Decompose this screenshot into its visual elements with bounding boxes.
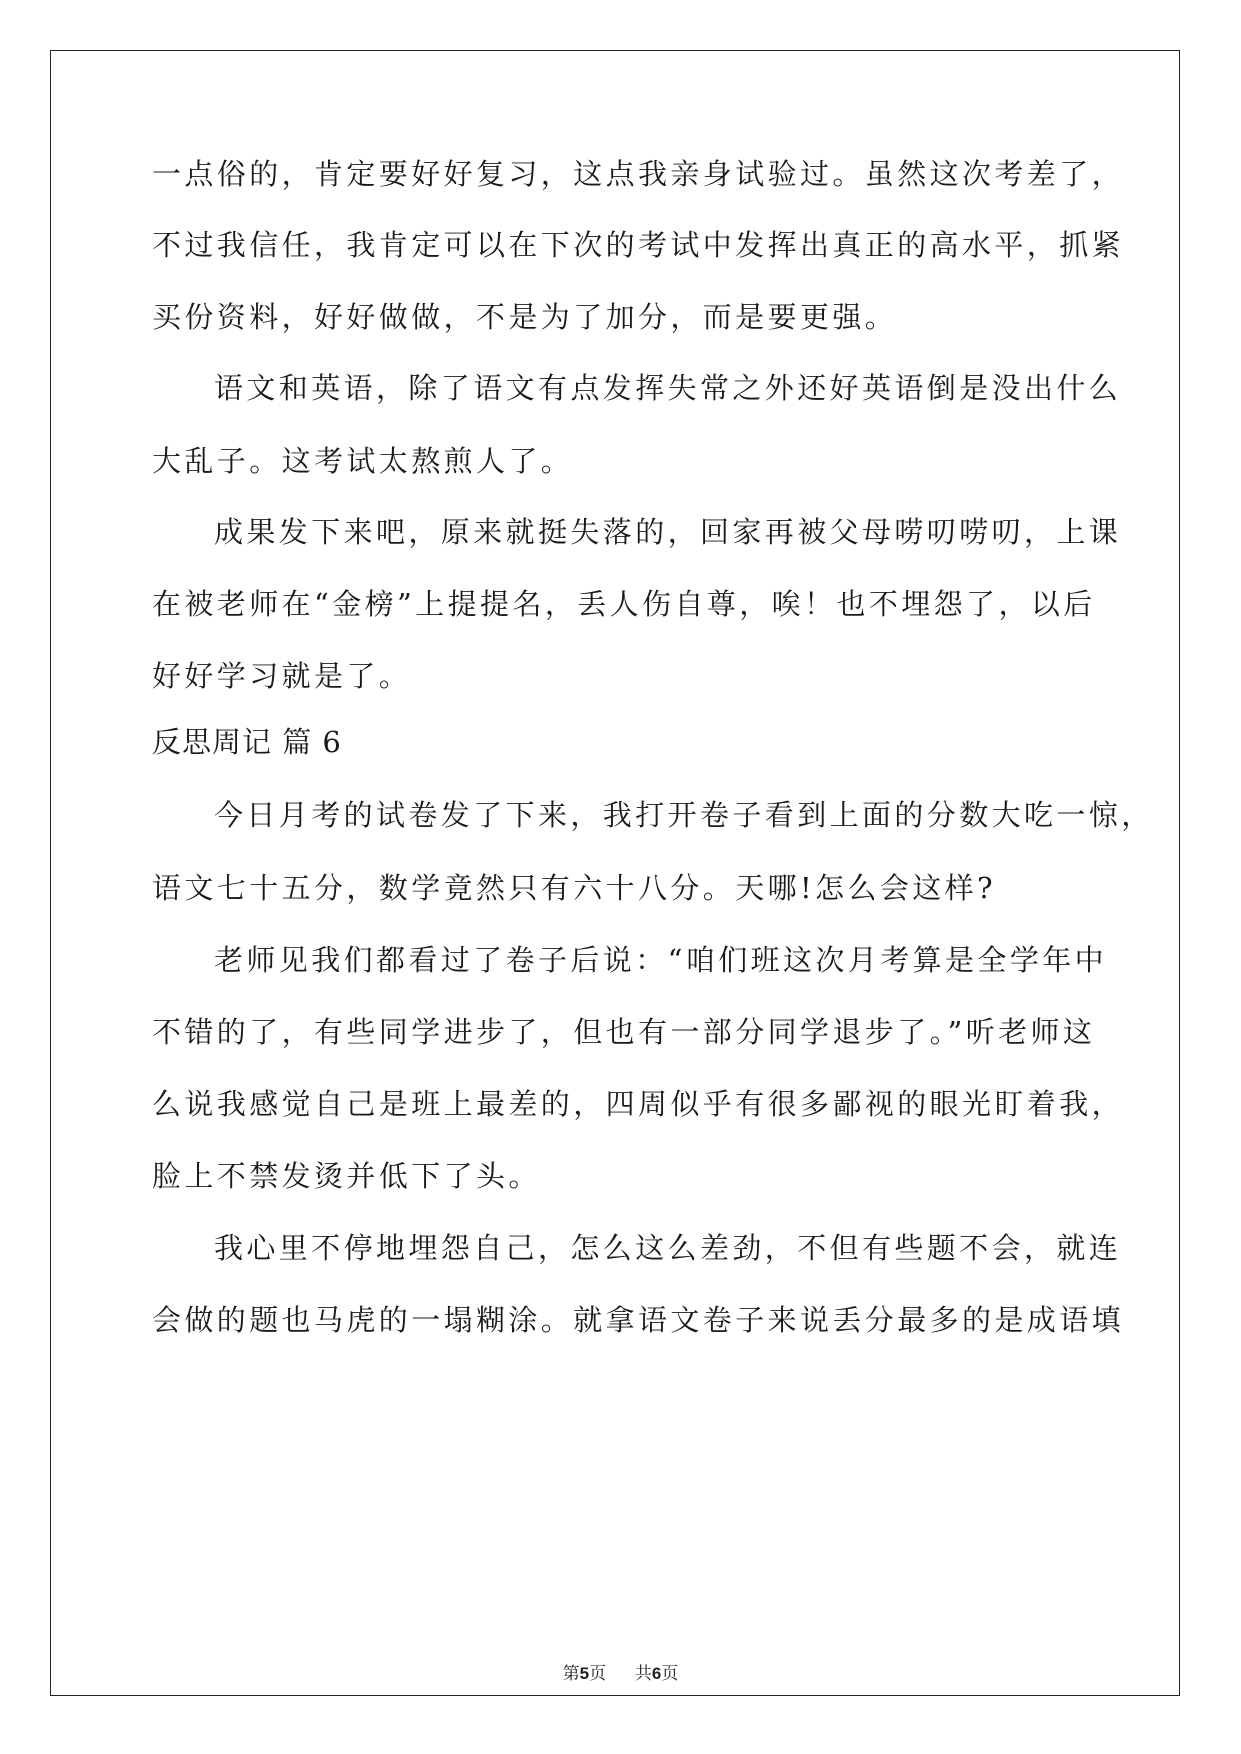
total-suffix: 页 [661,1664,679,1684]
paragraph-first-line: 我心里不停地埋怨自己，怎么这么差劲，不但有些题不会，就连 [214,1231,1122,1265]
page-total [630,1664,679,1684]
paragraph-first-line: 语文和英语，除了语文有点发挥失常之外还好英语倒是没出什么 [214,371,1122,405]
total-pages: 6 [651,1664,662,1683]
body-line: 一点俗的，肯定要好好复习，这点我亲身试验过。虽然这次考差了， [152,157,1125,191]
section-heading: 反思周记 篇 6 [152,725,342,759]
paragraph-first-line: 成果发下来吧，原来就挺失落的，回家再被父母唠叨唠叨，上课 [214,515,1122,549]
body-line: 好好学习就是了。 [152,659,412,693]
body-line: 在被老师在“金榜”上提提名，丢人伤自尊，唉！也不埋怨了，以后 [152,587,1096,621]
page-prefix: 第 [562,1664,580,1684]
page-suffix: 页 [589,1664,607,1684]
body-line: 会做的题也马虎的一塌糊涂。就拿语文卷子来说丢分最多的是成语填 [152,1303,1125,1337]
body-line: 买份资料，好好做做，不是为了加分，而是要更强。 [152,300,898,334]
total-prefix: 共 [634,1664,652,1684]
body-line: 么说我感觉自己是班上最差的，四周似乎有很多鄙视的眼光盯着我， [152,1087,1125,1121]
current-page: 5 [579,1664,590,1683]
paragraph-first-line: 老师见我们都看过了卷子后说：“咱们班这次月考算是全学年中 [214,943,1108,977]
page-footer [0,1663,1241,1685]
body-line: 大乱子。这考试太熬煎人了。 [152,444,574,478]
body-line: 不错的了，有些同学进步了，但也有一部分同学退步了。”听老师这 [152,1015,1096,1049]
paragraph-first-line: 今日月考的试卷发了下来，我打开卷子看到上面的分数大吃一惊， [214,798,1154,832]
page-number [563,1664,612,1684]
body-line: 脸上不禁发烫并低下了头。 [152,1159,541,1193]
body-line: 语文七十五分，数学竟然只有六十八分。天哪!怎么会这样? [152,871,997,905]
body-line: 不过我信任，我肯定可以在下次的考试中发挥出真正的高水平，抓紧 [152,228,1125,262]
